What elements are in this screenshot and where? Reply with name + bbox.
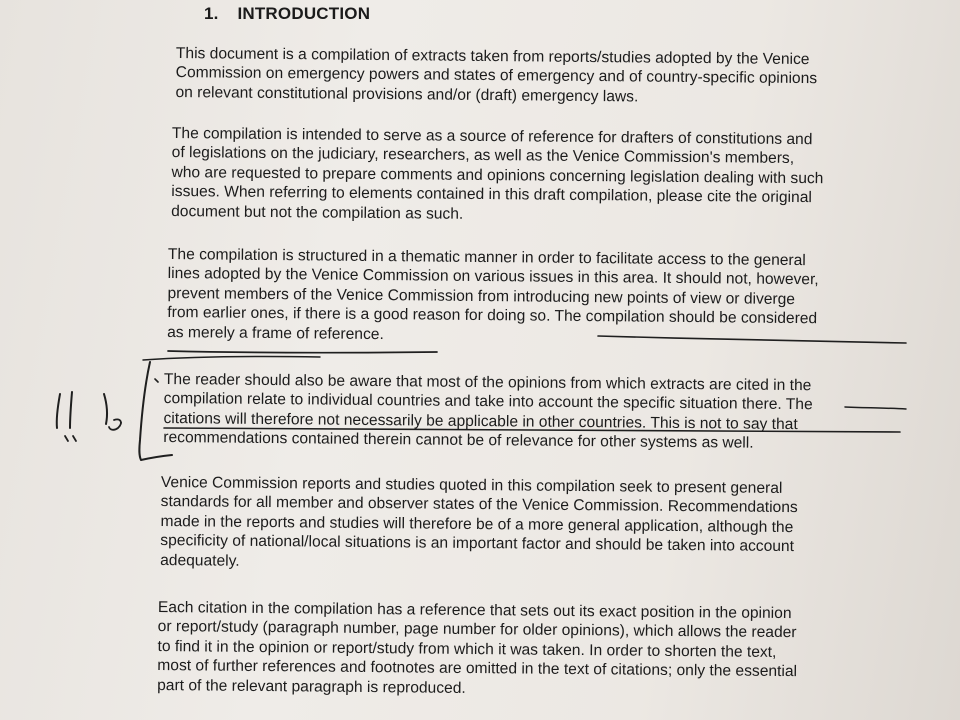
paragraph-line: from earlier ones, if there is a good reason for doing so. The compilation should be considered — [167, 304, 818, 328]
paragraph-5 — [160, 473, 798, 576]
section-number: 1. — [204, 4, 219, 23]
margin-note-mark — [73, 436, 76, 441]
paragraph-line: The compilation is structured in a thematic manner in order to facilitate access to the general — [167, 245, 806, 270]
paragraph-line: issues. When referring to elements contained in this draft compilation, please cite the original — [171, 183, 812, 207]
bracket-mark — [143, 356, 320, 360]
paragraph-1 — [175, 44, 817, 108]
paragraph-line: Each citation in the compilation has a reference that sets out its exact position in the opinion — [157, 598, 792, 623]
paragraph-line: who are requested to prepare comments and opinions concerning legislation dealing with such — [171, 163, 824, 188]
paragraph-line: document but not the compilation as such. — [171, 202, 464, 223]
margin-note-mark — [57, 394, 60, 428]
paragraph-line: The compilation is intended to serve as a source of reference for drafters of constitutions and — [171, 124, 813, 149]
section-heading — [204, 4, 370, 24]
paragraph-line: standards for all member and observer states of the Venice Commission. Recommendations — [160, 493, 798, 517]
underline-mark — [168, 351, 437, 353]
paragraph-line: lines adopted by the Venice Commission on various issues in this area. It should not, however, — [167, 265, 819, 289]
section-title: INTRODUCTION — [237, 4, 371, 23]
paragraph-line: on relevant constitutional provisions and/or (draft) emergency laws. — [175, 83, 639, 106]
margin-note-mark — [104, 394, 107, 424]
paragraph-6 — [157, 598, 798, 701]
paragraph-line: part of the relevant paragraph is reproduced. — [157, 676, 466, 697]
paragraph-line: This document is a compilation of extracts taken from reports/studies adopted by the Venice — [175, 44, 810, 69]
paragraph-line: Venice Commission reports and studies quoted in this compilation seek to present general — [160, 473, 783, 497]
paragraph-3 — [167, 245, 819, 348]
margin-note-mark — [109, 419, 121, 429]
paragraph-line: of legislations on the judiciary, researchers, as well as the Venice Commission's members, — [171, 144, 795, 168]
paragraph-2 — [171, 124, 824, 227]
margin-note-mark — [65, 436, 68, 441]
paragraph-line: adequately. — [160, 551, 240, 570]
paragraph-line: to find it in the opinion or report/study from which it was taken. In order to shorten the text, — [157, 637, 777, 661]
paragraph-line: recommendations contained therein cannot be of relevance for other systems as well. — [163, 429, 754, 452]
paragraph-line: as merely a frame of reference. — [167, 323, 384, 343]
paragraph-4 — [163, 370, 813, 454]
underline-mark — [845, 407, 906, 409]
paragraph-line: or report/study (paragraph number, page number for older opinions), which allows the reader — [157, 618, 797, 642]
paragraph-line: Commission on emergency powers and states of emergency and of country-specific opinions — [175, 64, 818, 88]
margin-note-mark — [70, 392, 72, 428]
paragraph-line: compilation relate to individual countries and take into account the specific situation there. The — [163, 390, 813, 414]
paragraph-line: prevent members of the Venice Commission from introducing new points of view or diverge — [167, 284, 796, 308]
paragraph-line: The reader should also be aware that most of the opinions from which extracts are cited in the — [163, 370, 812, 395]
tick-mark — [155, 379, 158, 382]
paragraph-line: made in the reports and studies will therefore be of a more general application, although the — [160, 512, 794, 536]
paragraph-line: citations will therefore not necessarily be applicable in other countries. This is not to say that — [163, 409, 798, 433]
paragraph-line: most of further references and footnotes are omitted in the text of citations; only the essential — [157, 657, 798, 681]
paragraph-line: specificity of national/local situations is an important factor and should be taken into account — [160, 532, 795, 556]
